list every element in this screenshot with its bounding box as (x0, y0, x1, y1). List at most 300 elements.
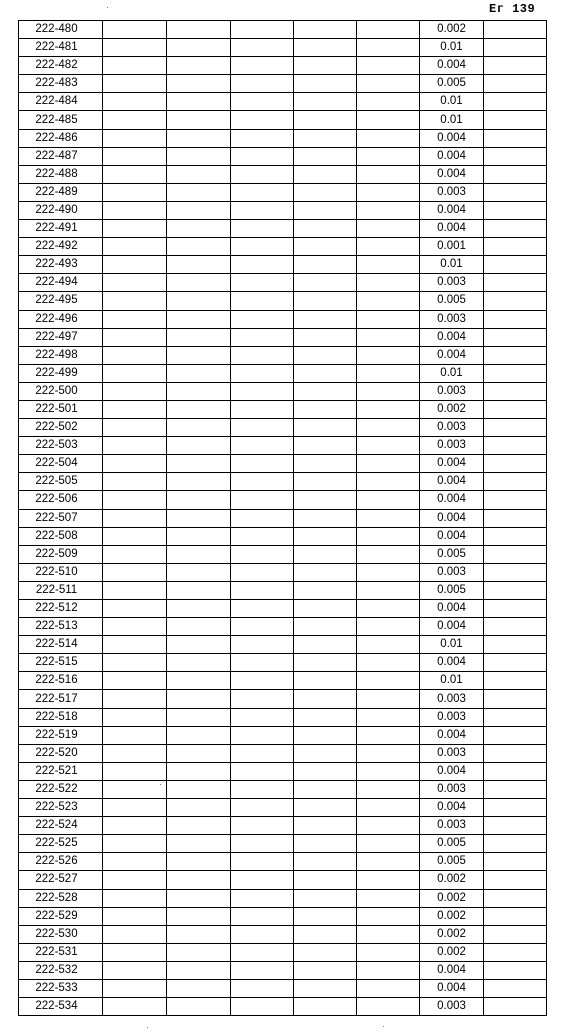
empty-cell (484, 129, 547, 147)
empty-cell (167, 346, 231, 364)
value-cell: 0.003 (420, 310, 484, 328)
empty-cell (103, 708, 167, 726)
empty-cell (357, 183, 420, 201)
empty-cell (231, 961, 294, 979)
sample-id-cell: 222-493 (19, 256, 103, 274)
empty-cell (103, 509, 167, 527)
sample-id-cell: 222-515 (19, 654, 103, 672)
table-row (19, 654, 547, 672)
empty-cell (167, 799, 231, 817)
empty-cell (167, 943, 231, 961)
value-cell: 0.004 (420, 220, 484, 238)
value-cell: 0.004 (420, 762, 484, 780)
empty-cell (484, 491, 547, 509)
empty-cell (484, 600, 547, 618)
empty-cell (357, 600, 420, 618)
empty-cell (294, 726, 357, 744)
empty-cell (294, 400, 357, 418)
empty-cell (484, 799, 547, 817)
value-cell: 0.003 (420, 998, 484, 1016)
empty-cell (167, 39, 231, 57)
empty-cell (294, 799, 357, 817)
empty-cell (357, 563, 420, 581)
empty-cell (484, 907, 547, 925)
empty-cell (167, 328, 231, 346)
empty-cell (167, 75, 231, 93)
empty-cell (484, 527, 547, 545)
empty-cell (231, 672, 294, 690)
empty-cell (103, 726, 167, 744)
empty-cell (167, 654, 231, 672)
empty-cell (357, 943, 420, 961)
empty-cell (357, 871, 420, 889)
empty-cell (484, 636, 547, 654)
empty-cell (484, 57, 547, 75)
value-cell: 0.003 (420, 419, 484, 437)
sample-id-cell: 222-506 (19, 491, 103, 509)
table-row (19, 889, 547, 907)
table-row (19, 907, 547, 925)
value-cell: 0.003 (420, 708, 484, 726)
empty-cell (231, 636, 294, 654)
empty-cell (103, 419, 167, 437)
empty-cell (357, 726, 420, 744)
sample-id-cell: 222-492 (19, 238, 103, 256)
empty-cell (167, 636, 231, 654)
value-cell: 0.003 (420, 382, 484, 400)
empty-cell (357, 690, 420, 708)
table-row (19, 419, 547, 437)
empty-cell (103, 183, 167, 201)
empty-cell (167, 817, 231, 835)
empty-cell (294, 274, 357, 292)
empty-cell (357, 853, 420, 871)
empty-cell (484, 382, 547, 400)
empty-cell (231, 726, 294, 744)
table-row (19, 455, 547, 473)
table-row (19, 545, 547, 563)
empty-cell (294, 563, 357, 581)
empty-cell (294, 943, 357, 961)
table-row (19, 57, 547, 75)
empty-cell (167, 871, 231, 889)
sample-id-cell: 222-486 (19, 129, 103, 147)
empty-cell (484, 726, 547, 744)
empty-cell (484, 979, 547, 997)
empty-cell (357, 400, 420, 418)
empty-cell (167, 925, 231, 943)
empty-cell (294, 817, 357, 835)
empty-cell (167, 907, 231, 925)
empty-cell (294, 998, 357, 1016)
empty-cell (294, 111, 357, 129)
table-row (19, 437, 547, 455)
sample-id-cell: 222-496 (19, 310, 103, 328)
empty-cell (231, 690, 294, 708)
sample-id-cell: 222-508 (19, 527, 103, 545)
empty-cell (294, 690, 357, 708)
empty-cell (484, 147, 547, 165)
empty-cell (357, 201, 420, 219)
empty-cell (357, 907, 420, 925)
empty-cell (484, 220, 547, 238)
value-cell: 0.003 (420, 690, 484, 708)
empty-cell (484, 581, 547, 599)
empty-cell (294, 672, 357, 690)
sample-id-cell: 222-505 (19, 473, 103, 491)
table-row (19, 708, 547, 726)
sample-id-cell: 222-501 (19, 400, 103, 418)
empty-cell (357, 93, 420, 111)
table-row (19, 400, 547, 418)
empty-cell (484, 419, 547, 437)
empty-cell (231, 925, 294, 943)
empty-cell (231, 708, 294, 726)
table-row (19, 183, 547, 201)
empty-cell (231, 491, 294, 509)
empty-cell (357, 817, 420, 835)
empty-cell (231, 419, 294, 437)
empty-cell (294, 708, 357, 726)
empty-cell (484, 455, 547, 473)
empty-cell (294, 39, 357, 57)
empty-cell (167, 382, 231, 400)
table-row (19, 165, 547, 183)
empty-cell (103, 382, 167, 400)
value-cell: 0.01 (420, 111, 484, 129)
empty-cell (103, 780, 167, 798)
table-row (19, 600, 547, 618)
sample-id-cell: 222-500 (19, 382, 103, 400)
table-row (19, 346, 547, 364)
empty-cell (167, 889, 231, 907)
empty-cell (294, 437, 357, 455)
empty-cell (231, 654, 294, 672)
table-row (19, 618, 547, 636)
empty-cell (167, 238, 231, 256)
empty-cell (294, 871, 357, 889)
sample-id-cell: 222-519 (19, 726, 103, 744)
empty-cell (167, 57, 231, 75)
empty-cell (103, 835, 167, 853)
value-cell: 0.005 (420, 581, 484, 599)
value-cell: 0.003 (420, 437, 484, 455)
sample-id-cell: 222-533 (19, 979, 103, 997)
empty-cell (231, 799, 294, 817)
empty-cell (484, 889, 547, 907)
empty-cell (103, 744, 167, 762)
value-cell: 0.01 (420, 636, 484, 654)
empty-cell (484, 925, 547, 943)
empty-cell (484, 346, 547, 364)
empty-cell (484, 93, 547, 111)
empty-cell (294, 600, 357, 618)
empty-cell (167, 364, 231, 382)
empty-cell (103, 201, 167, 219)
table-row (19, 491, 547, 509)
empty-cell (231, 762, 294, 780)
table-row (19, 220, 547, 238)
empty-cell (357, 111, 420, 129)
table-row (19, 726, 547, 744)
sample-id-cell: 222-534 (19, 998, 103, 1016)
empty-cell (231, 455, 294, 473)
empty-cell (294, 364, 357, 382)
value-cell: 0.003 (420, 274, 484, 292)
empty-cell (294, 979, 357, 997)
page-number: Ег 139 (489, 2, 536, 16)
empty-cell (484, 39, 547, 57)
empty-cell (294, 57, 357, 75)
empty-cell (103, 39, 167, 57)
empty-cell (231, 473, 294, 491)
empty-cell (231, 545, 294, 563)
table-row (19, 998, 547, 1016)
value-cell: 0.002 (420, 871, 484, 889)
empty-cell (103, 943, 167, 961)
sample-id-cell: 222-480 (19, 21, 103, 39)
empty-cell (231, 871, 294, 889)
empty-cell (357, 165, 420, 183)
table-row (19, 817, 547, 835)
empty-cell (103, 545, 167, 563)
sample-id-cell: 222-483 (19, 75, 103, 93)
empty-cell (294, 256, 357, 274)
empty-cell (167, 93, 231, 111)
empty-cell (484, 998, 547, 1016)
empty-cell (103, 527, 167, 545)
empty-cell (167, 491, 231, 509)
table-row (19, 328, 547, 346)
empty-cell (103, 636, 167, 654)
value-cell: 0.002 (420, 925, 484, 943)
empty-cell (231, 943, 294, 961)
sample-id-cell: 222-528 (19, 889, 103, 907)
scan-speck (383, 1026, 384, 1027)
table-row (19, 943, 547, 961)
empty-cell (231, 889, 294, 907)
empty-cell (357, 780, 420, 798)
sample-id-cell: 222-481 (19, 39, 103, 57)
sample-id-cell: 222-512 (19, 600, 103, 618)
empty-cell (231, 256, 294, 274)
empty-cell (231, 274, 294, 292)
value-cell: 0.01 (420, 39, 484, 57)
empty-cell (231, 364, 294, 382)
sample-id-cell: 222-490 (19, 201, 103, 219)
empty-cell (357, 654, 420, 672)
empty-cell (357, 799, 420, 817)
sample-id-cell: 222-494 (19, 274, 103, 292)
empty-cell (231, 527, 294, 545)
sample-id-cell: 222-531 (19, 943, 103, 961)
empty-cell (484, 75, 547, 93)
sample-id-cell: 222-485 (19, 111, 103, 129)
empty-cell (103, 690, 167, 708)
empty-cell (294, 183, 357, 201)
empty-cell (231, 75, 294, 93)
empty-cell (167, 473, 231, 491)
empty-cell (103, 93, 167, 111)
sample-id-cell: 222-495 (19, 292, 103, 310)
empty-cell (167, 744, 231, 762)
value-cell: 0.004 (420, 600, 484, 618)
empty-cell (167, 600, 231, 618)
table-row (19, 799, 547, 817)
empty-cell (357, 274, 420, 292)
sample-id-cell: 222-516 (19, 672, 103, 690)
empty-cell (294, 853, 357, 871)
empty-cell (294, 889, 357, 907)
empty-cell (294, 310, 357, 328)
empty-cell (103, 563, 167, 581)
empty-cell (357, 256, 420, 274)
empty-cell (357, 744, 420, 762)
empty-cell (357, 75, 420, 93)
value-cell: 0.004 (420, 57, 484, 75)
empty-cell (484, 21, 547, 39)
empty-cell (167, 292, 231, 310)
empty-cell (484, 437, 547, 455)
empty-cell (357, 473, 420, 491)
table-body (19, 21, 547, 1016)
empty-cell (294, 925, 357, 943)
empty-cell (294, 907, 357, 925)
empty-cell (484, 780, 547, 798)
empty-cell (357, 57, 420, 75)
sample-id-cell: 222-503 (19, 437, 103, 455)
empty-cell (167, 111, 231, 129)
empty-cell (103, 762, 167, 780)
empty-cell (167, 256, 231, 274)
empty-cell (357, 21, 420, 39)
empty-cell (231, 310, 294, 328)
value-cell: 0.004 (420, 455, 484, 473)
empty-cell (294, 75, 357, 93)
empty-cell (357, 364, 420, 382)
empty-cell (357, 328, 420, 346)
value-cell: 0.004 (420, 726, 484, 744)
value-cell: 0.005 (420, 75, 484, 93)
table-row (19, 75, 547, 93)
empty-cell (103, 21, 167, 39)
sample-id-cell: 222-532 (19, 961, 103, 979)
table-row (19, 672, 547, 690)
empty-cell (167, 310, 231, 328)
empty-cell (357, 527, 420, 545)
value-cell: 0.004 (420, 147, 484, 165)
empty-cell (357, 39, 420, 57)
empty-cell (167, 618, 231, 636)
empty-cell (231, 111, 294, 129)
empty-cell (231, 147, 294, 165)
empty-cell (231, 21, 294, 39)
sample-id-cell: 222-513 (19, 618, 103, 636)
empty-cell (103, 292, 167, 310)
empty-cell (231, 57, 294, 75)
empty-cell (294, 581, 357, 599)
empty-cell (167, 201, 231, 219)
sample-id-cell: 222-527 (19, 871, 103, 889)
empty-cell (484, 509, 547, 527)
empty-cell (103, 889, 167, 907)
empty-cell (484, 871, 547, 889)
empty-cell (167, 545, 231, 563)
sample-id-cell: 222-487 (19, 147, 103, 165)
empty-cell (167, 998, 231, 1016)
empty-cell (484, 654, 547, 672)
empty-cell (103, 328, 167, 346)
scan-speck (107, 7, 108, 8)
empty-cell (357, 346, 420, 364)
sample-id-cell: 222-497 (19, 328, 103, 346)
value-cell: 0.01 (420, 256, 484, 274)
table-row (19, 961, 547, 979)
empty-cell (357, 310, 420, 328)
table-row (19, 871, 547, 889)
empty-cell (231, 618, 294, 636)
table-row (19, 111, 547, 129)
empty-cell (103, 400, 167, 418)
empty-cell (484, 672, 547, 690)
value-cell: 0.005 (420, 292, 484, 310)
empty-cell (357, 636, 420, 654)
empty-cell (231, 817, 294, 835)
empty-cell (357, 147, 420, 165)
empty-cell (484, 708, 547, 726)
empty-cell (167, 419, 231, 437)
empty-cell (294, 21, 357, 39)
empty-cell (103, 346, 167, 364)
table-row (19, 563, 547, 581)
value-cell: 0.004 (420, 328, 484, 346)
empty-cell (167, 129, 231, 147)
empty-cell (294, 509, 357, 527)
table-row (19, 780, 547, 798)
value-cell: 0.004 (420, 201, 484, 219)
table-row (19, 310, 547, 328)
value-cell: 0.002 (420, 400, 484, 418)
table-row (19, 835, 547, 853)
table-row (19, 364, 547, 382)
sample-id-cell: 222-530 (19, 925, 103, 943)
empty-cell (294, 762, 357, 780)
empty-cell (167, 274, 231, 292)
table-row (19, 509, 547, 527)
empty-cell (484, 328, 547, 346)
empty-cell (357, 961, 420, 979)
empty-cell (357, 292, 420, 310)
sample-id-cell: 222-521 (19, 762, 103, 780)
empty-cell (231, 835, 294, 853)
table-row (19, 238, 547, 256)
empty-cell (484, 183, 547, 201)
value-cell: 0.01 (420, 364, 484, 382)
empty-cell (357, 581, 420, 599)
empty-cell (357, 238, 420, 256)
value-cell: 0.01 (420, 93, 484, 111)
empty-cell (484, 762, 547, 780)
empty-cell (357, 491, 420, 509)
data-table (18, 20, 547, 1016)
empty-cell (167, 455, 231, 473)
empty-cell (167, 672, 231, 690)
empty-cell (294, 201, 357, 219)
sample-id-cell: 222-504 (19, 455, 103, 473)
value-cell: 0.004 (420, 509, 484, 527)
empty-cell (294, 491, 357, 509)
value-cell: 0.003 (420, 780, 484, 798)
